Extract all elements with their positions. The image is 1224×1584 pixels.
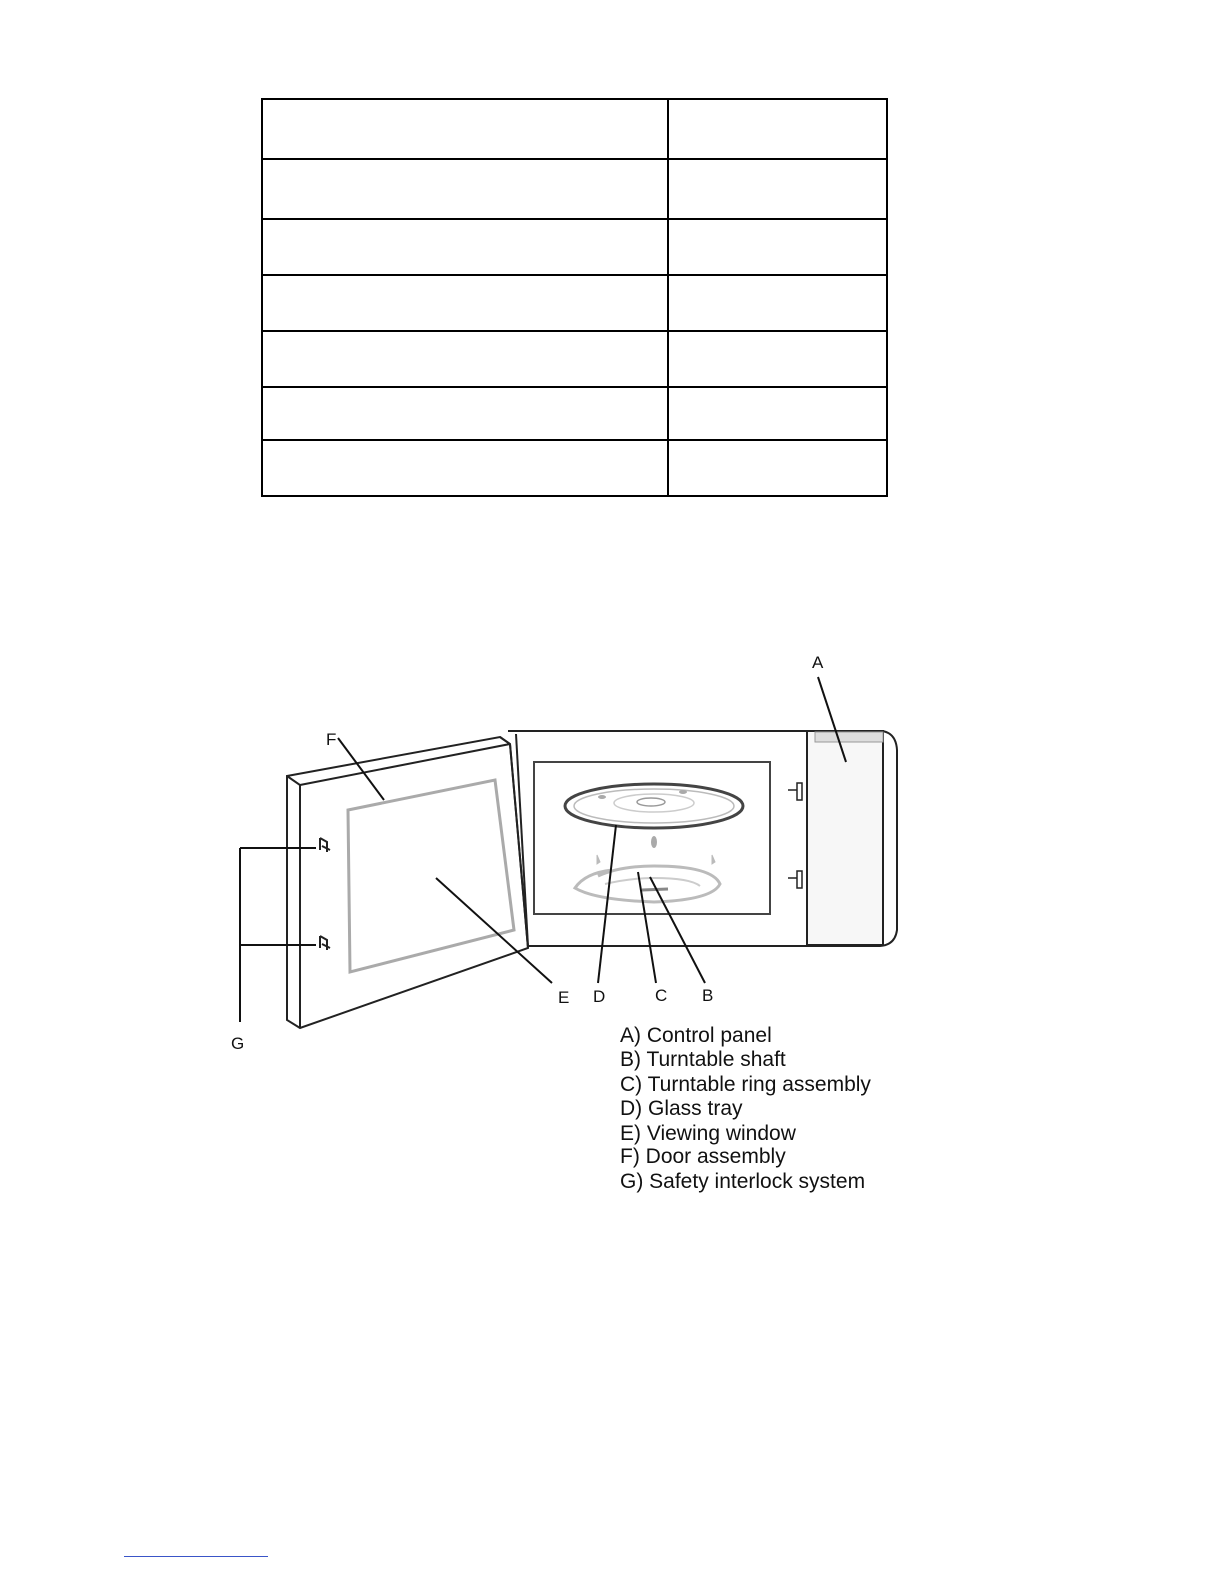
callout-b: B: [702, 986, 714, 1005]
turntable-shaft: [651, 836, 657, 848]
door-top-edge: [300, 744, 510, 785]
callout-g: G: [231, 1034, 245, 1053]
callout-a: A: [812, 653, 824, 672]
table-cell: [262, 159, 668, 219]
table-row: [262, 440, 887, 496]
table-cell: [262, 275, 668, 331]
table-cell: [668, 331, 887, 387]
table-row: [262, 331, 887, 387]
table-cell: [262, 387, 668, 440]
interlock-latch-icon: [320, 838, 330, 852]
callout-e: E: [558, 988, 570, 1007]
table-row: [262, 387, 887, 440]
table-cell: [668, 99, 887, 159]
table-cell: [668, 219, 887, 275]
control-panel: [807, 731, 883, 945]
legend-item: D) Glass tray: [620, 1097, 743, 1120]
legend-item: F) Door assembly: [620, 1145, 786, 1168]
door-catch-slot: [788, 783, 802, 800]
table-row: [262, 159, 887, 219]
microwave-illustration: [287, 731, 897, 1028]
callout-d: D: [593, 987, 606, 1006]
microwave-diagram: [200, 620, 940, 1220]
table-cell: [262, 99, 668, 159]
table-cell: [668, 440, 887, 496]
interlock-latch-icon: [320, 936, 330, 950]
legend-item: C) Turntable ring assembly: [620, 1073, 871, 1096]
table-row: [262, 275, 887, 331]
callout-f: F: [326, 730, 337, 749]
parts-legend: [620, 1024, 871, 1193]
legend-item: E) Viewing window: [620, 1122, 796, 1145]
table-cell: [262, 219, 668, 275]
legend-item: G) Safety interlock system: [620, 1170, 866, 1193]
specification-table: [261, 98, 888, 497]
footnote-separator: [124, 1556, 268, 1557]
door-front-edge: [287, 776, 300, 1028]
legend-item: B) Turntable shaft: [620, 1048, 786, 1071]
table-row: [262, 219, 887, 275]
table-cell: [668, 159, 887, 219]
viewing-window: [348, 780, 514, 972]
table-cell: [668, 387, 887, 440]
table-cell: [262, 331, 668, 387]
table-cell: [262, 440, 668, 496]
table-row: [262, 99, 887, 159]
legend-item: A) Control panel: [620, 1024, 772, 1047]
callout-c: C: [655, 986, 668, 1005]
door-catch-slot: [788, 871, 802, 888]
leader-lines: [240, 677, 846, 1022]
table-cell: [668, 275, 887, 331]
